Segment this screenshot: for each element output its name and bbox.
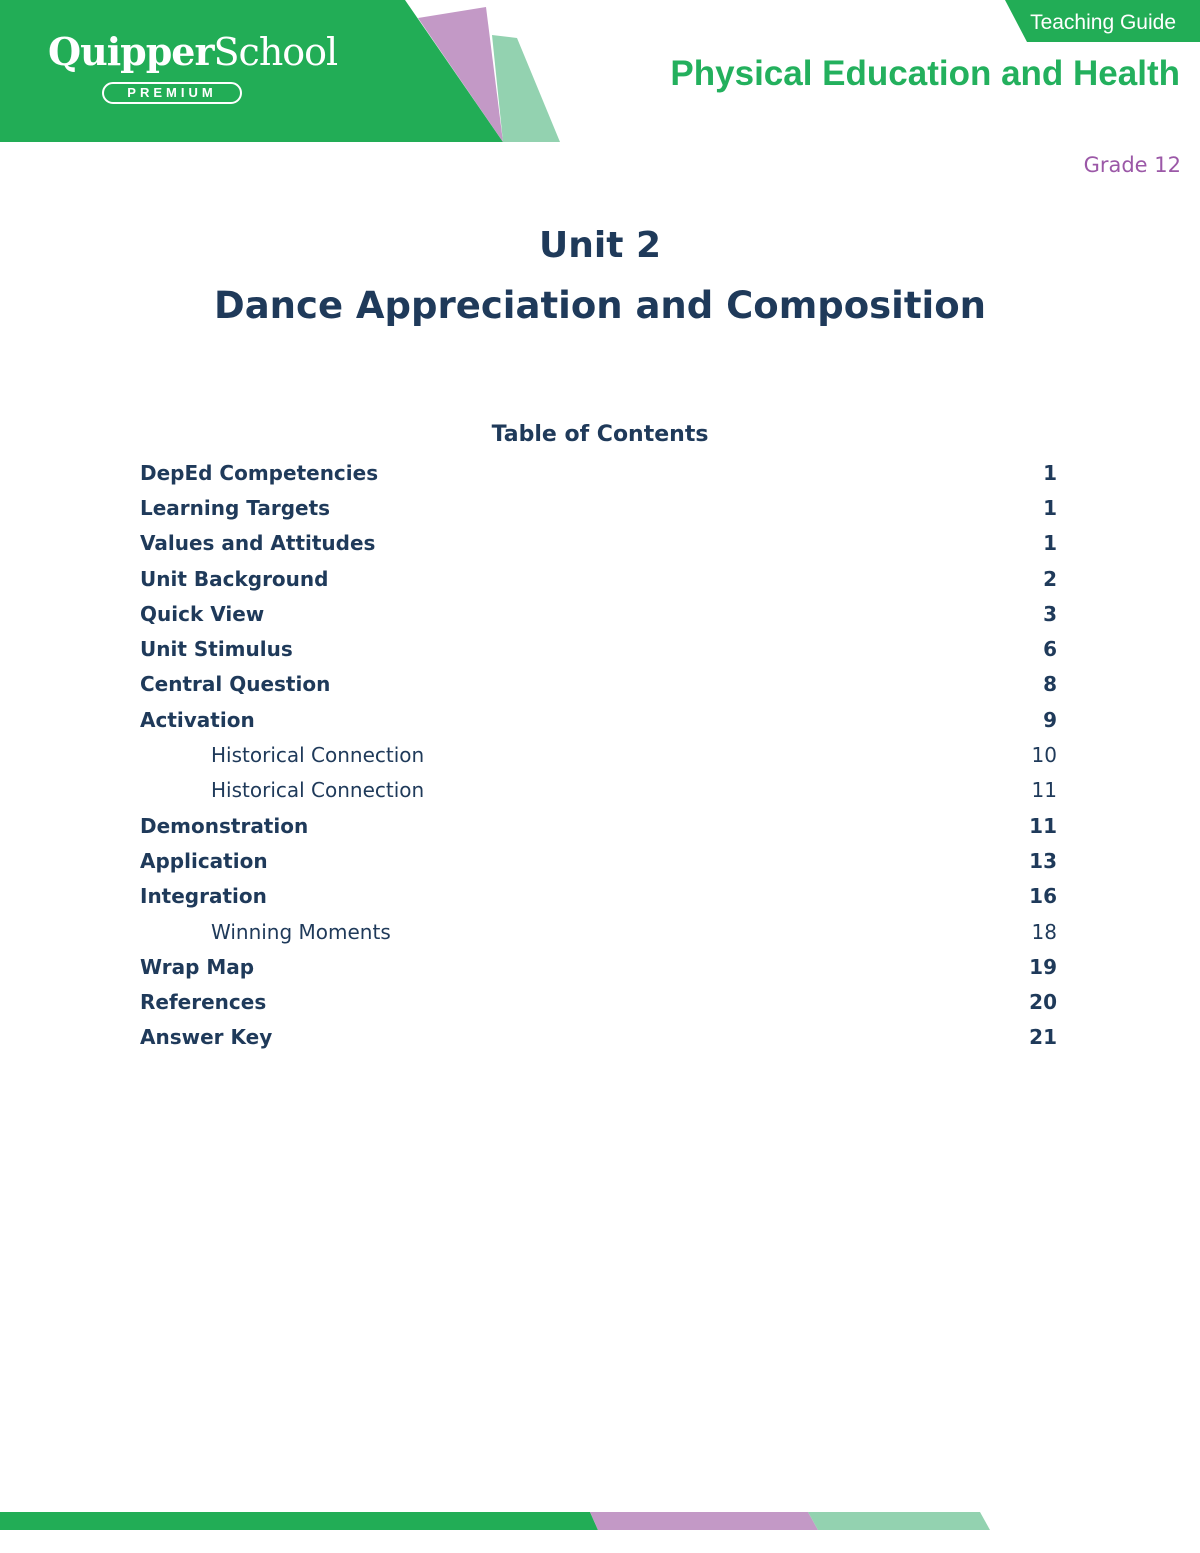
toc-entry[interactable] bbox=[140, 596, 1060, 631]
toc-heading: Table of Contents bbox=[491, 422, 709, 447]
toc-entry-page: 1 bbox=[1043, 495, 1057, 520]
footer-mint-stripe bbox=[808, 1512, 990, 1530]
toc-entry-page: 11 bbox=[1029, 813, 1057, 838]
toc-entry[interactable] bbox=[140, 490, 1060, 525]
toc-entry-page: 6 bbox=[1043, 637, 1057, 662]
toc-entry[interactable] bbox=[140, 561, 1060, 596]
toc-entry-page: 2 bbox=[1043, 566, 1057, 591]
quipper-school-logo bbox=[48, 28, 338, 118]
toc-entry-label: Unit Background bbox=[140, 566, 329, 591]
toc-entry[interactable] bbox=[140, 879, 1060, 914]
toc-entry-page: 16 bbox=[1029, 884, 1057, 909]
toc-entry-label: Application bbox=[140, 848, 268, 873]
toc-entry-label: DepEd Competencies bbox=[140, 460, 379, 485]
toc-entry-page: 13 bbox=[1029, 848, 1057, 873]
toc-entry[interactable] bbox=[140, 702, 1060, 737]
toc-entry-label: Values and Attitudes bbox=[140, 531, 376, 556]
toc-entry-label: Unit Stimulus bbox=[140, 637, 293, 662]
toc-entry-page: 1 bbox=[1043, 460, 1057, 485]
toc-entry-label: Central Question bbox=[140, 672, 331, 697]
toc-subentry-page: 11 bbox=[1031, 778, 1057, 803]
logo-brand-part2: School bbox=[213, 30, 338, 74]
toc-entry[interactable] bbox=[140, 843, 1060, 878]
toc-entry-page: 9 bbox=[1043, 707, 1057, 732]
toc-entry-page: 20 bbox=[1029, 990, 1057, 1015]
toc-subentry-label: Historical Connection bbox=[211, 778, 425, 803]
toc-entry-page: 3 bbox=[1043, 601, 1057, 626]
toc-entry-page: 1 bbox=[1043, 531, 1057, 556]
header-mint-stripe bbox=[492, 35, 560, 142]
toc-entry[interactable] bbox=[140, 808, 1060, 843]
toc-entry[interactable] bbox=[140, 667, 1060, 702]
toc-entry[interactable] bbox=[140, 1020, 1060, 1055]
teaching-guide-label: Teaching Guide bbox=[1030, 11, 1176, 34]
toc-entry-page: 19 bbox=[1029, 954, 1057, 979]
premium-badge: PREMIUM bbox=[102, 82, 242, 104]
unit-subtitle: Dance Appreciation and Composition bbox=[213, 284, 986, 327]
toc-entry-label: Answer Key bbox=[140, 1025, 273, 1050]
toc-entry-label: Demonstration bbox=[140, 813, 309, 838]
toc-entry[interactable] bbox=[140, 949, 1060, 984]
subject-title: Physical Education and Health bbox=[670, 54, 1180, 93]
toc-subentry-page: 10 bbox=[1031, 743, 1057, 768]
toc-subentry-label: Historical Connection bbox=[211, 743, 425, 768]
toc-entry-label: Integration bbox=[140, 884, 267, 909]
unit-number-title: Unit 2 bbox=[539, 225, 661, 266]
unit-title-block bbox=[0, 220, 1200, 332]
toc-entry[interactable] bbox=[140, 455, 1060, 490]
toc-entry-label: Activation bbox=[140, 707, 255, 732]
footer-band bbox=[0, 1510, 1200, 1532]
footer-green-stripe bbox=[0, 1512, 598, 1530]
toc-subentry[interactable] bbox=[140, 914, 1060, 949]
toc-entry-label: Learning Targets bbox=[140, 495, 331, 520]
toc-entry[interactable] bbox=[140, 526, 1060, 561]
footer-pink-stripe bbox=[590, 1512, 818, 1530]
logo-brand-part1: Quipper bbox=[48, 29, 214, 74]
toc-entry[interactable] bbox=[140, 984, 1060, 1019]
toc-entry-label: Quick View bbox=[140, 601, 265, 626]
toc-entry-page: 8 bbox=[1043, 672, 1057, 697]
toc-entry-label: Wrap Map bbox=[140, 954, 255, 979]
toc-entry-page: 21 bbox=[1029, 1025, 1057, 1050]
toc-subentry-page: 18 bbox=[1031, 919, 1057, 944]
toc-subentry-label: Winning Moments bbox=[211, 919, 391, 944]
toc-subentry[interactable] bbox=[140, 737, 1060, 772]
grade-label: Grade 12 bbox=[1083, 153, 1181, 177]
table-of-contents bbox=[140, 419, 1060, 1055]
toc-subentry[interactable] bbox=[140, 773, 1060, 808]
toc-entry-label: References bbox=[140, 990, 267, 1015]
toc-entry[interactable] bbox=[140, 631, 1060, 666]
